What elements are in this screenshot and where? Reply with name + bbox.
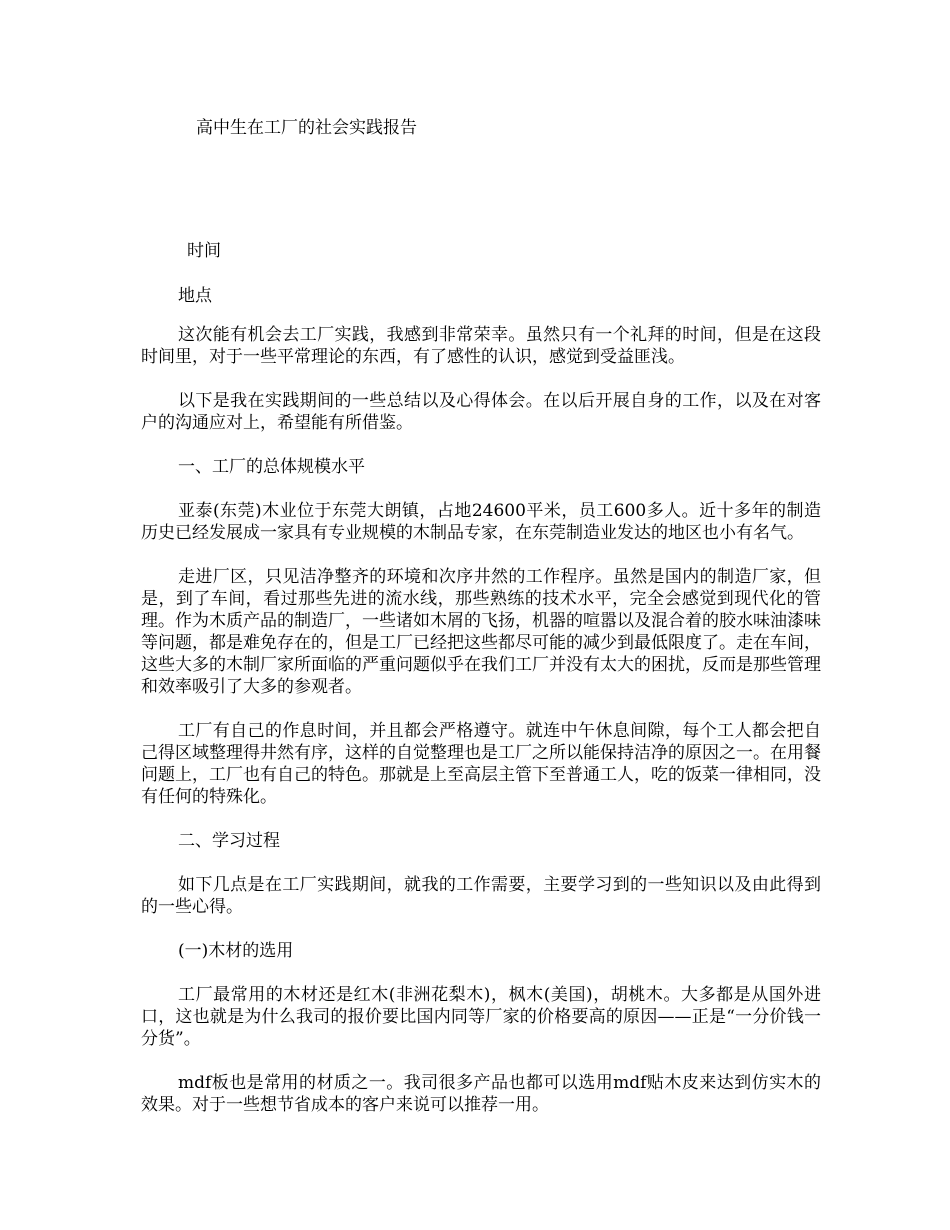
paragraph-summary: 以下是我在实践期间的一些总结以及心得体会。在以后开展自身的工作，以及在对客户的沟通应对上，希望能有所借鉴。 [141, 391, 821, 433]
paragraph-intro: 这次能有机会去工厂实践，我感到非常荣幸。虽然只有一个礼拜的时间，但是在这段时间里，对于一些平常理论的东西，有了感性的认识，感觉到受益匪浅。 [141, 325, 821, 367]
paragraph-schedule: 工厂有自己的作息时间，并且都会严格遵守。就连中午休息间隙，每个工人都会把自己得区域整理得井然有序，这样的自觉整理也是工厂之所以能保持洁净的原因之一。在用餐问题上，工厂也有自己的特色。那就是上至高层主管下至普通工人，吃的饭菜一律相同，没有任何的特殊化。 [141, 721, 821, 807]
place-label: 地点 [178, 286, 212, 306]
paragraph-company: 亚泰(东莞)木业位于东莞大朗镇，占地24600平米，员工600多人。近十多年的制造历史已经发展成一家具有专业规模的木制品专家，在东莞制造业发达的地区也小有名气。 [141, 501, 821, 543]
paragraph-learning-intro: 如下几点是在工厂实践期间，就我的工作需要，主要学习到的一些知识以及由此得到的一些心得。 [141, 875, 821, 917]
section-heading-learning: 二、学习过程 [178, 831, 280, 851]
paragraph-mdf: mdf板也是常用的材质之一。我司很多产品也都可以选用mdf贴木皮来达到仿实木的效果。对于一些想节省成本的客户来说可以推荐一用。 [141, 1073, 821, 1115]
document-body [141, 240, 821, 1116]
document-title: 高中生在工厂的社会实践报告 [196, 118, 417, 138]
paragraph-wood-types: 工厂最常用的木材还是红木(非洲花梨木)，枫木(美国)，胡桃木。大多都是从国外进口，这也就是为什么我司的报价要比国内同等厂家的价格要高的原因——正是“一分价钱一分货”。 [141, 985, 821, 1049]
paragraph-factory-floor: 走进厂区，只见洁净整齐的环境和次序井然的工作程序。虽然是国内的制造厂家，但是，到了车间，看过那些先进的流水线，那些熟练的技术水平，完全会感觉到现代化的管理。作为木质产品的制造厂，一些诸如木屑的飞扬，机器的喧嚣以及混合着的胶水味油漆味等问题，都是难免存在的，但是工厂已经把这些都尽可能的减少到最低限度了。走在车间，这些大多的木制厂家所面临的严重问题似乎在我们工厂并没有太大的困扰，反而是那些管理和效率吸引了大多的参观者。 [141, 567, 821, 697]
section-heading-scale: 一、工厂的总体规模水平 [178, 457, 365, 477]
time-label: 时间 [187, 241, 221, 261]
subsection-heading-wood: (一)木材的选用 [178, 941, 294, 961]
